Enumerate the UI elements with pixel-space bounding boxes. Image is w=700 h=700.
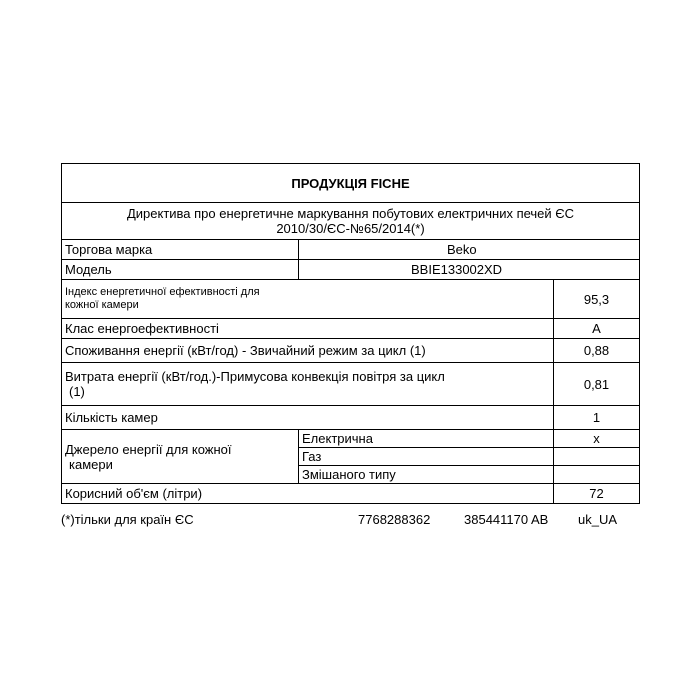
brand-row bbox=[62, 240, 640, 260]
eei-label-line1: Індекс енергетичної ефективності для bbox=[65, 286, 260, 298]
energy-source-option-mixed: Змішаного типу bbox=[299, 466, 554, 484]
energy-source-option-electric: Електрична bbox=[299, 430, 554, 448]
directive-text bbox=[62, 203, 640, 240]
brand-value: Beko bbox=[299, 240, 640, 260]
eei-label-line2: кожної камери bbox=[65, 299, 139, 311]
volume-label: Корисний об'єм (літри) bbox=[62, 484, 554, 504]
energy-class-row bbox=[62, 319, 640, 339]
energy-source-label-line1: Джерело енергії для кожної bbox=[65, 441, 232, 457]
volume-row bbox=[62, 484, 640, 504]
energy-class-label: Клас енергоефективності bbox=[62, 319, 554, 339]
eei-row bbox=[62, 280, 640, 319]
directive-line1: Директива про енергетичне маркування побутових електричних печей ЄС bbox=[126, 206, 575, 221]
footer-code2: 385441170 AB bbox=[464, 512, 549, 527]
footer-code1: 7768288362 bbox=[358, 512, 431, 527]
energy-source-value-gas bbox=[554, 448, 640, 466]
eei-value: 95,3 bbox=[554, 280, 640, 319]
energy-source-label-line2: камери bbox=[69, 456, 113, 472]
energy-source-value-mixed bbox=[554, 466, 640, 484]
consumption-fan-label-line2: (1) bbox=[69, 384, 85, 399]
energy-class-value: A bbox=[554, 319, 640, 339]
model-value: BBIE133002XD bbox=[299, 260, 640, 280]
cavities-row bbox=[62, 406, 640, 430]
consumption-fan-row bbox=[62, 363, 640, 406]
cavities-label: Кількість камер bbox=[62, 406, 554, 430]
model-row bbox=[62, 260, 640, 280]
consumption-fan-label-line1: Витрата енергії (кВт/год.)-Примусова конвекція повітря за цикл bbox=[65, 369, 445, 384]
directive-line2: 2010/30/ЄС-№65/2014(*) bbox=[276, 221, 425, 236]
footer-locale: uk_UA bbox=[578, 512, 618, 527]
consumption-normal-value: 0,88 bbox=[554, 339, 640, 363]
product-fiche bbox=[61, 163, 639, 504]
consumption-fan-value: 0,81 bbox=[554, 363, 640, 406]
volume-value: 72 bbox=[554, 484, 640, 504]
consumption-fan-label bbox=[62, 363, 554, 406]
brand-label: Торгова марка bbox=[62, 240, 299, 260]
title-row bbox=[62, 164, 640, 203]
energy-source-row-1 bbox=[62, 430, 640, 448]
energy-source-value-electric: x bbox=[554, 430, 640, 448]
eei-label bbox=[62, 280, 554, 319]
energy-source-label bbox=[62, 430, 299, 484]
model-label: Модель bbox=[62, 260, 299, 280]
directive-row bbox=[62, 203, 640, 240]
cavities-value: 1 bbox=[554, 406, 640, 430]
consumption-normal-label: Споживання енергії (кВт/год) - Звичайний режим за цикл (1) bbox=[62, 339, 554, 363]
fiche-title: ПРОДУКЦІЯ FICHE bbox=[62, 164, 640, 203]
energy-source-option-gas: Газ bbox=[299, 448, 554, 466]
consumption-normal-row bbox=[62, 339, 640, 363]
footer-note: (*)тільки для країн ЄС bbox=[61, 512, 194, 527]
fiche-table bbox=[61, 163, 640, 504]
